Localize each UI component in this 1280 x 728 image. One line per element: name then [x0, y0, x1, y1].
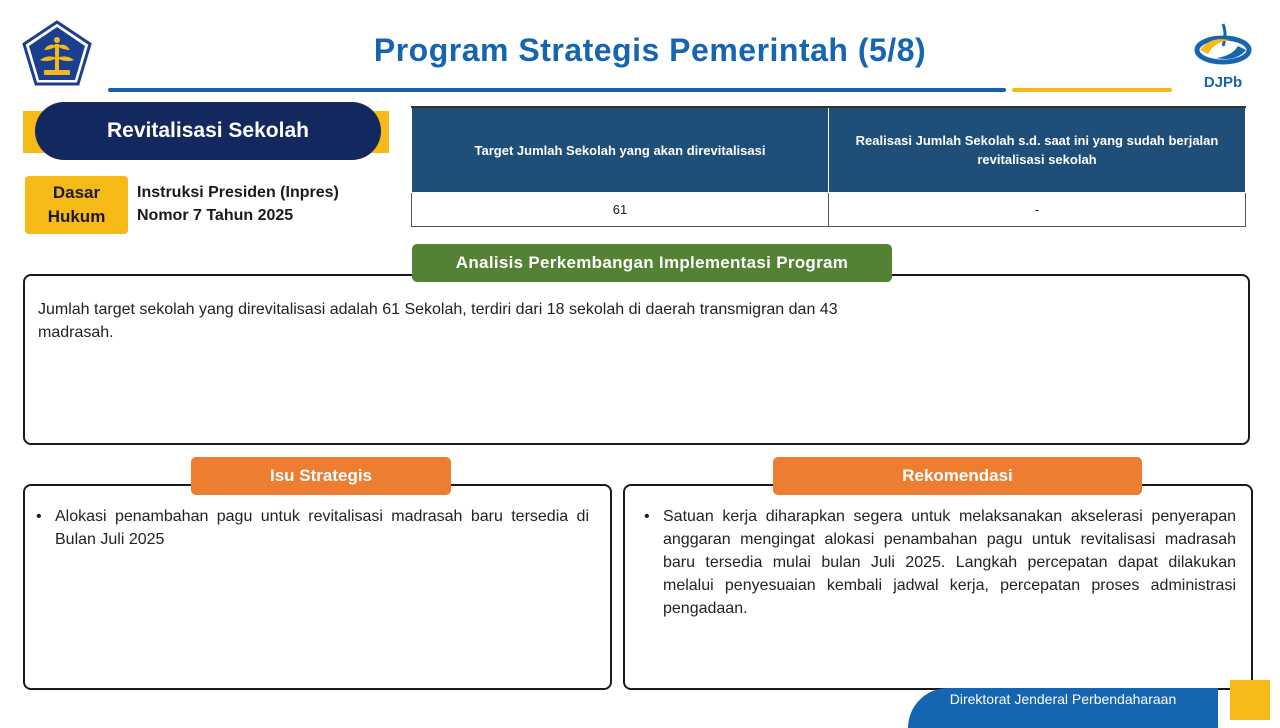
footer-text: Direktorat Jenderal Perbendaharaan: [949, 691, 1177, 707]
dasar-hukum-label-line2: Hukum: [47, 207, 106, 226]
bullet-icon: •: [644, 508, 650, 525]
page-title: Program Strategis Pemerintah (5/8): [373, 32, 927, 68]
program-name-pill: Revitalisasi Sekolah: [35, 102, 381, 160]
analysis-text: Jumlah target sekolah yang direvitalisasi adalah 61 Sekolah, terdiri dari 18 sekolah di daerah transmigran dan 43 madrasah.: [38, 301, 838, 341]
dasar-hukum-text-line1: Instruksi Presiden (Inpres): [137, 184, 339, 201]
table-header-row: [412, 107, 1246, 193]
dasar-hukum-label: [25, 176, 128, 234]
rekomendasi-list: [644, 505, 1236, 620]
kemenkeu-emblem-icon: [20, 20, 94, 88]
isu-strategis-list: [36, 505, 589, 551]
table-row: [412, 193, 1246, 227]
dasar-hukum-text-line2: Nomor 7 Tahun 2025: [137, 207, 294, 224]
analysis-header: Analisis Perkembangan Implementasi Program: [412, 244, 892, 282]
table-header-target: Target Jumlah Sekolah yang akan direvitalisasi: [412, 107, 829, 193]
list-item: [36, 505, 589, 551]
target-realisasi-table: [411, 106, 1246, 227]
bullet-icon: •: [36, 508, 42, 525]
djpb-brand-text: DJPb: [1203, 74, 1243, 91]
rekomendasi-header: Rekomendasi: [773, 457, 1142, 495]
rekomendasi-item-text: Satuan kerja diharapkan segera untuk melaksanakan akselerasi penyerapan anggaran mengingat alokasi penambahan pagu untuk revitalisasi madrasah baru tersedia mulai bulan Juli 2025. Langkah percepatan dapat dilakukan melalui penyesuaian kembali jadwal kerja, percepatan proses administrasi pengadaan.: [663, 508, 1236, 617]
title-underline-blue: [108, 88, 1006, 92]
title-underline-gold: [1012, 88, 1172, 92]
footer-gold-block: [1230, 680, 1270, 720]
dasar-hukum-label-line1: Dasar: [52, 183, 101, 202]
footer-band: [908, 688, 1218, 728]
isu-strategis-header: Isu Strategis: [191, 457, 451, 495]
dasar-hukum-text: [137, 181, 339, 227]
table-cell-realisasi: -: [829, 193, 1246, 227]
list-item: [644, 505, 1236, 620]
table-cell-target: 61: [412, 193, 829, 227]
isu-item-text: Alokasi penambahan pagu untuk revitalisasi madrasah baru tersedia di Bulan Juli 2025: [55, 508, 589, 548]
table-header-realisasi: Realisasi Jumlah Sekolah s.d. saat ini yang sudah berjalan revitalisasi sekolah: [829, 107, 1246, 193]
